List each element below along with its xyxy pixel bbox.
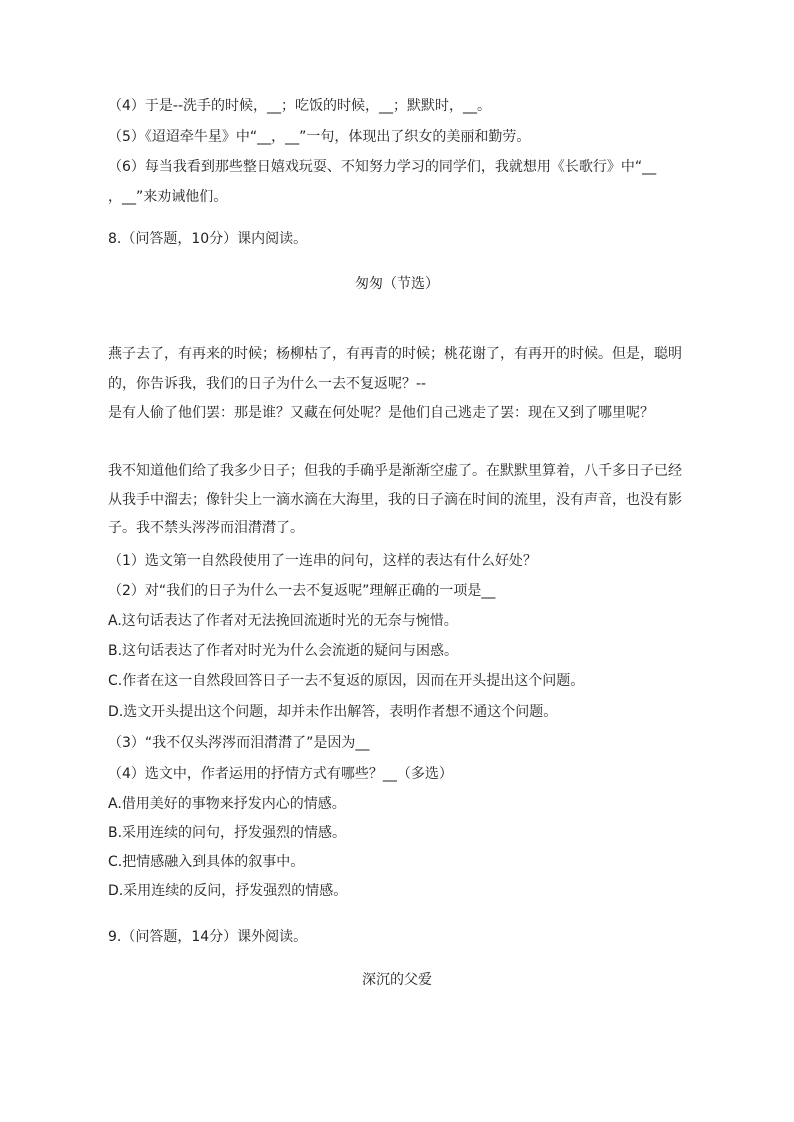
- option-d: D.选文开头提出这个问题，却并未作出解答，表明作者想不通这个问题。: [108, 704, 558, 720]
- fill-in-item-6-line2: ，__”来劝诫他们。: [108, 189, 228, 205]
- option-a: A.这句话表达了作者对无法挽回流逝时光的无奈与惋惜。: [108, 613, 458, 629]
- question-9-header: 9.（问答题，14分）课外阅读。: [108, 929, 308, 945]
- option-b: B.采用连续的问句，抒发强烈的情感。: [108, 825, 347, 841]
- passage-line: 的，你告诉我，我们的日子为什么一去不复返呢？--: [108, 376, 427, 392]
- fill-in-item-5: （5）《迢迢牵牛星》中“__，__”一句，体现出了织女的美丽和勤劳。: [108, 129, 531, 145]
- option-c: C.把情感融入到具体的叙事中。: [108, 854, 305, 870]
- question-8-sub-2: （2）对“我们的日子为什么一去不复返呢”理解正确的一项是__: [108, 583, 496, 599]
- passage-title-shenchen-de-fuai: 深沉的父爱: [362, 972, 432, 988]
- passage-line: 是有人偷了他们罢：那是谁？又藏在何处呢？是他们自己逃走了罢：现在又到了哪里呢？: [108, 405, 654, 421]
- question-8-header: 8.（问答题，10分）课内阅读。: [108, 231, 308, 247]
- question-8-sub-4: （4）选文中，作者运用的抒情方式有哪些？__（多选）: [108, 766, 453, 782]
- fill-in-item-6-line1: （6）每当我看到那些整日嬉戏玩耍、不知努力学习的同学们，我就想用《长歌行》中“__: [108, 159, 657, 175]
- passage-line: 燕子去了，有再来的时候；杨柳枯了，有再青的时候；桃花谢了，有再开的时候。但是，聪明: [108, 346, 682, 362]
- question-8-sub-1: （1）选文第一自然段使用了一连串的问句，这样的表达有什么好处？: [108, 553, 537, 569]
- option-c: C.作者在这一自然段回答日子一去不复返的原因，因而在开头提出这个问题。: [108, 673, 585, 689]
- passage-title-congcong: 匆匆（节选）: [355, 276, 439, 292]
- passage-line: 子。我不禁头涔涔而泪潸潸了。: [108, 520, 304, 536]
- passage-line: 我不知道他们给了我多少日子；但我的手确乎是渐渐空虚了。在默默里算着，八千多日子已经: [108, 463, 682, 479]
- fill-in-item-4: （4）于是--洗手的时候，__；吃饭的时候，__；默默时，__。: [108, 98, 492, 114]
- question-8-sub-3: （3）“我不仅头涔涔而泪潸潸了”是因为__: [108, 735, 370, 751]
- option-d: D.采用连续的反问，抒发强烈的情感。: [108, 883, 348, 899]
- passage-line: 从我手中溜去；像针尖上一滴水滴在大海里，我的日子滴在时间的流里，没有声音，也没有影: [108, 492, 682, 508]
- option-a: A.借用美好的事物来抒发内心的情感。: [108, 796, 346, 812]
- option-b: B.这句话表达了作者对时光为什么会流逝的疑问与困惑。: [108, 643, 459, 659]
